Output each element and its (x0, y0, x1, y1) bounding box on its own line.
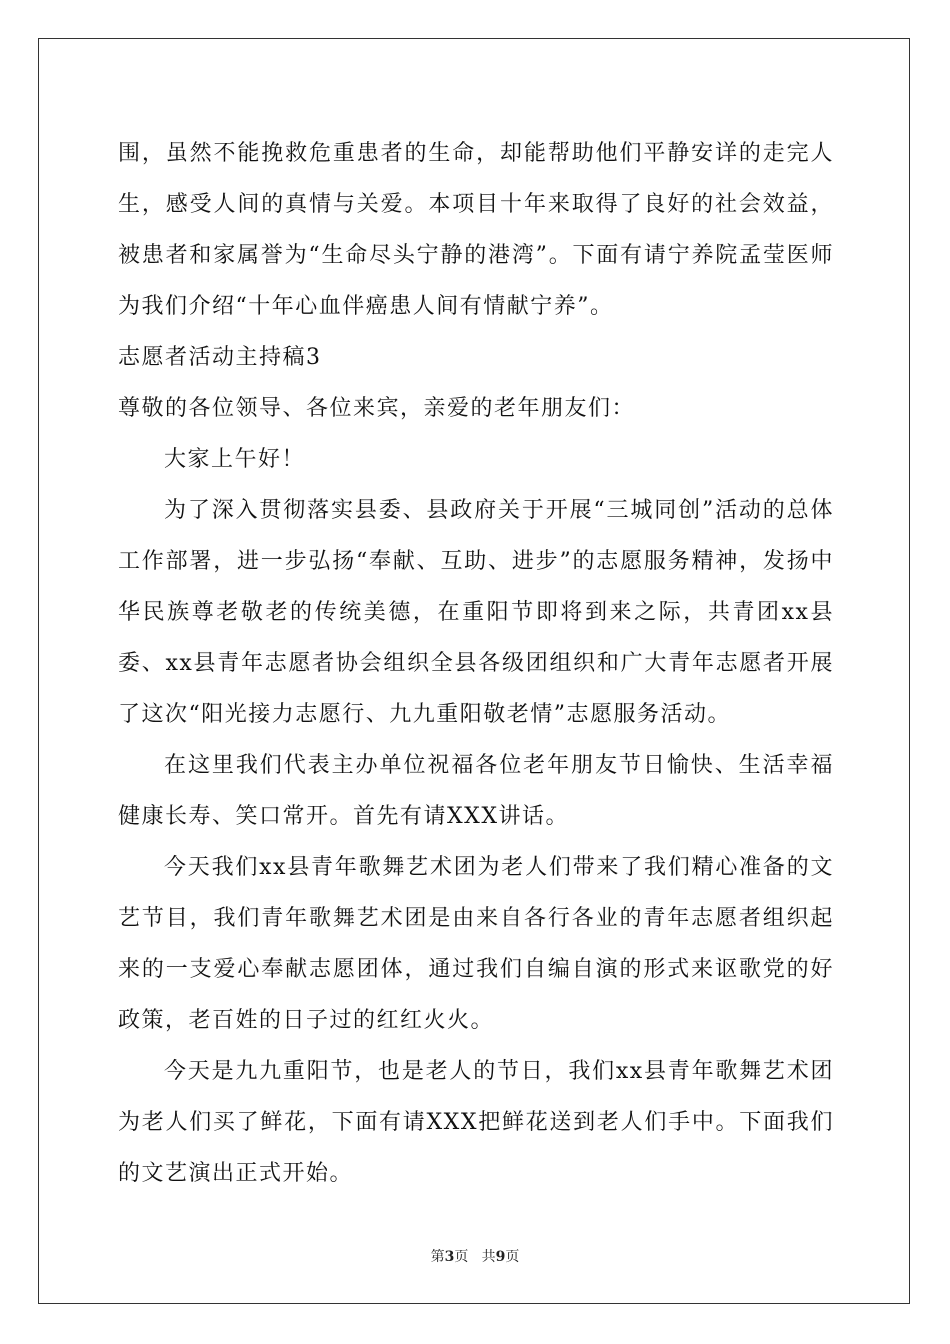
page-suffix: 页 (454, 1249, 469, 1265)
salutation: 尊敬的各位领导、各位来宾，亲爱的老年朋友们： (118, 396, 636, 421)
document-body (118, 128, 834, 1199)
greeting: 大家上午好！ (164, 447, 306, 472)
page-prefix: 第 (430, 1249, 445, 1265)
total-suffix: 页 (505, 1249, 520, 1265)
page-footer (0, 1246, 950, 1266)
paragraph: 为了深入贯彻落实县委、县政府关于开展“三城同创”活动的总体工作部署，进一步弘扬“奉献、互助、进步”的志愿服务精神，发扬中华民族尊老敬老的传统美德，在重阳节即将到来之际，共青团xx县委、xx县青年志愿者协会组织全县各级团组织和广大青年志愿者开展了这次“阳光接力志愿行、九九重阳敬老情”志愿服务活动。 (118, 498, 834, 727)
paragraph: 围，虽然不能挽救危重患者的生命，却能帮助他们平静安详的走完人生，感受人间的真情与关爱。本项目十年来取得了良好的社会效益，被患者和家属誉为“生命尽头宁静的港湾”。下面有请宁养院孟莹医师为我们介绍“十年心血伴癌患人间有情献宁养”。 (118, 141, 834, 319)
paragraph: 今天是九九重阳节，也是老人的节日，我们xx县青年歌舞艺术团为老人们买了鲜花，下面有请XXX把鲜花送到老人们手中。下面我们的文艺演出正式开始。 (118, 1059, 834, 1186)
paragraph: 今天我们xx县青年歌舞艺术团为老人们带来了我们精心准备的文艺节目，我们青年歌舞艺术团是由来自各行各业的青年志愿者组织起来的一支爱心奉献志愿团体，通过我们自编自演的形式来讴歌党的好政策，老百姓的日子过的红红火火。 (118, 855, 834, 1033)
section-heading: 志愿者活动主持稿3 (118, 345, 322, 370)
total-prefix: 共 (481, 1249, 496, 1265)
total-pages: 9 (495, 1249, 506, 1265)
paragraph: 在这里我们代表主办单位祝福各位老年朋友节日愉快、生活幸福健康长寿、笑口常开。首先有请XXX讲话。 (118, 753, 834, 829)
page-number: 3 (444, 1249, 455, 1265)
